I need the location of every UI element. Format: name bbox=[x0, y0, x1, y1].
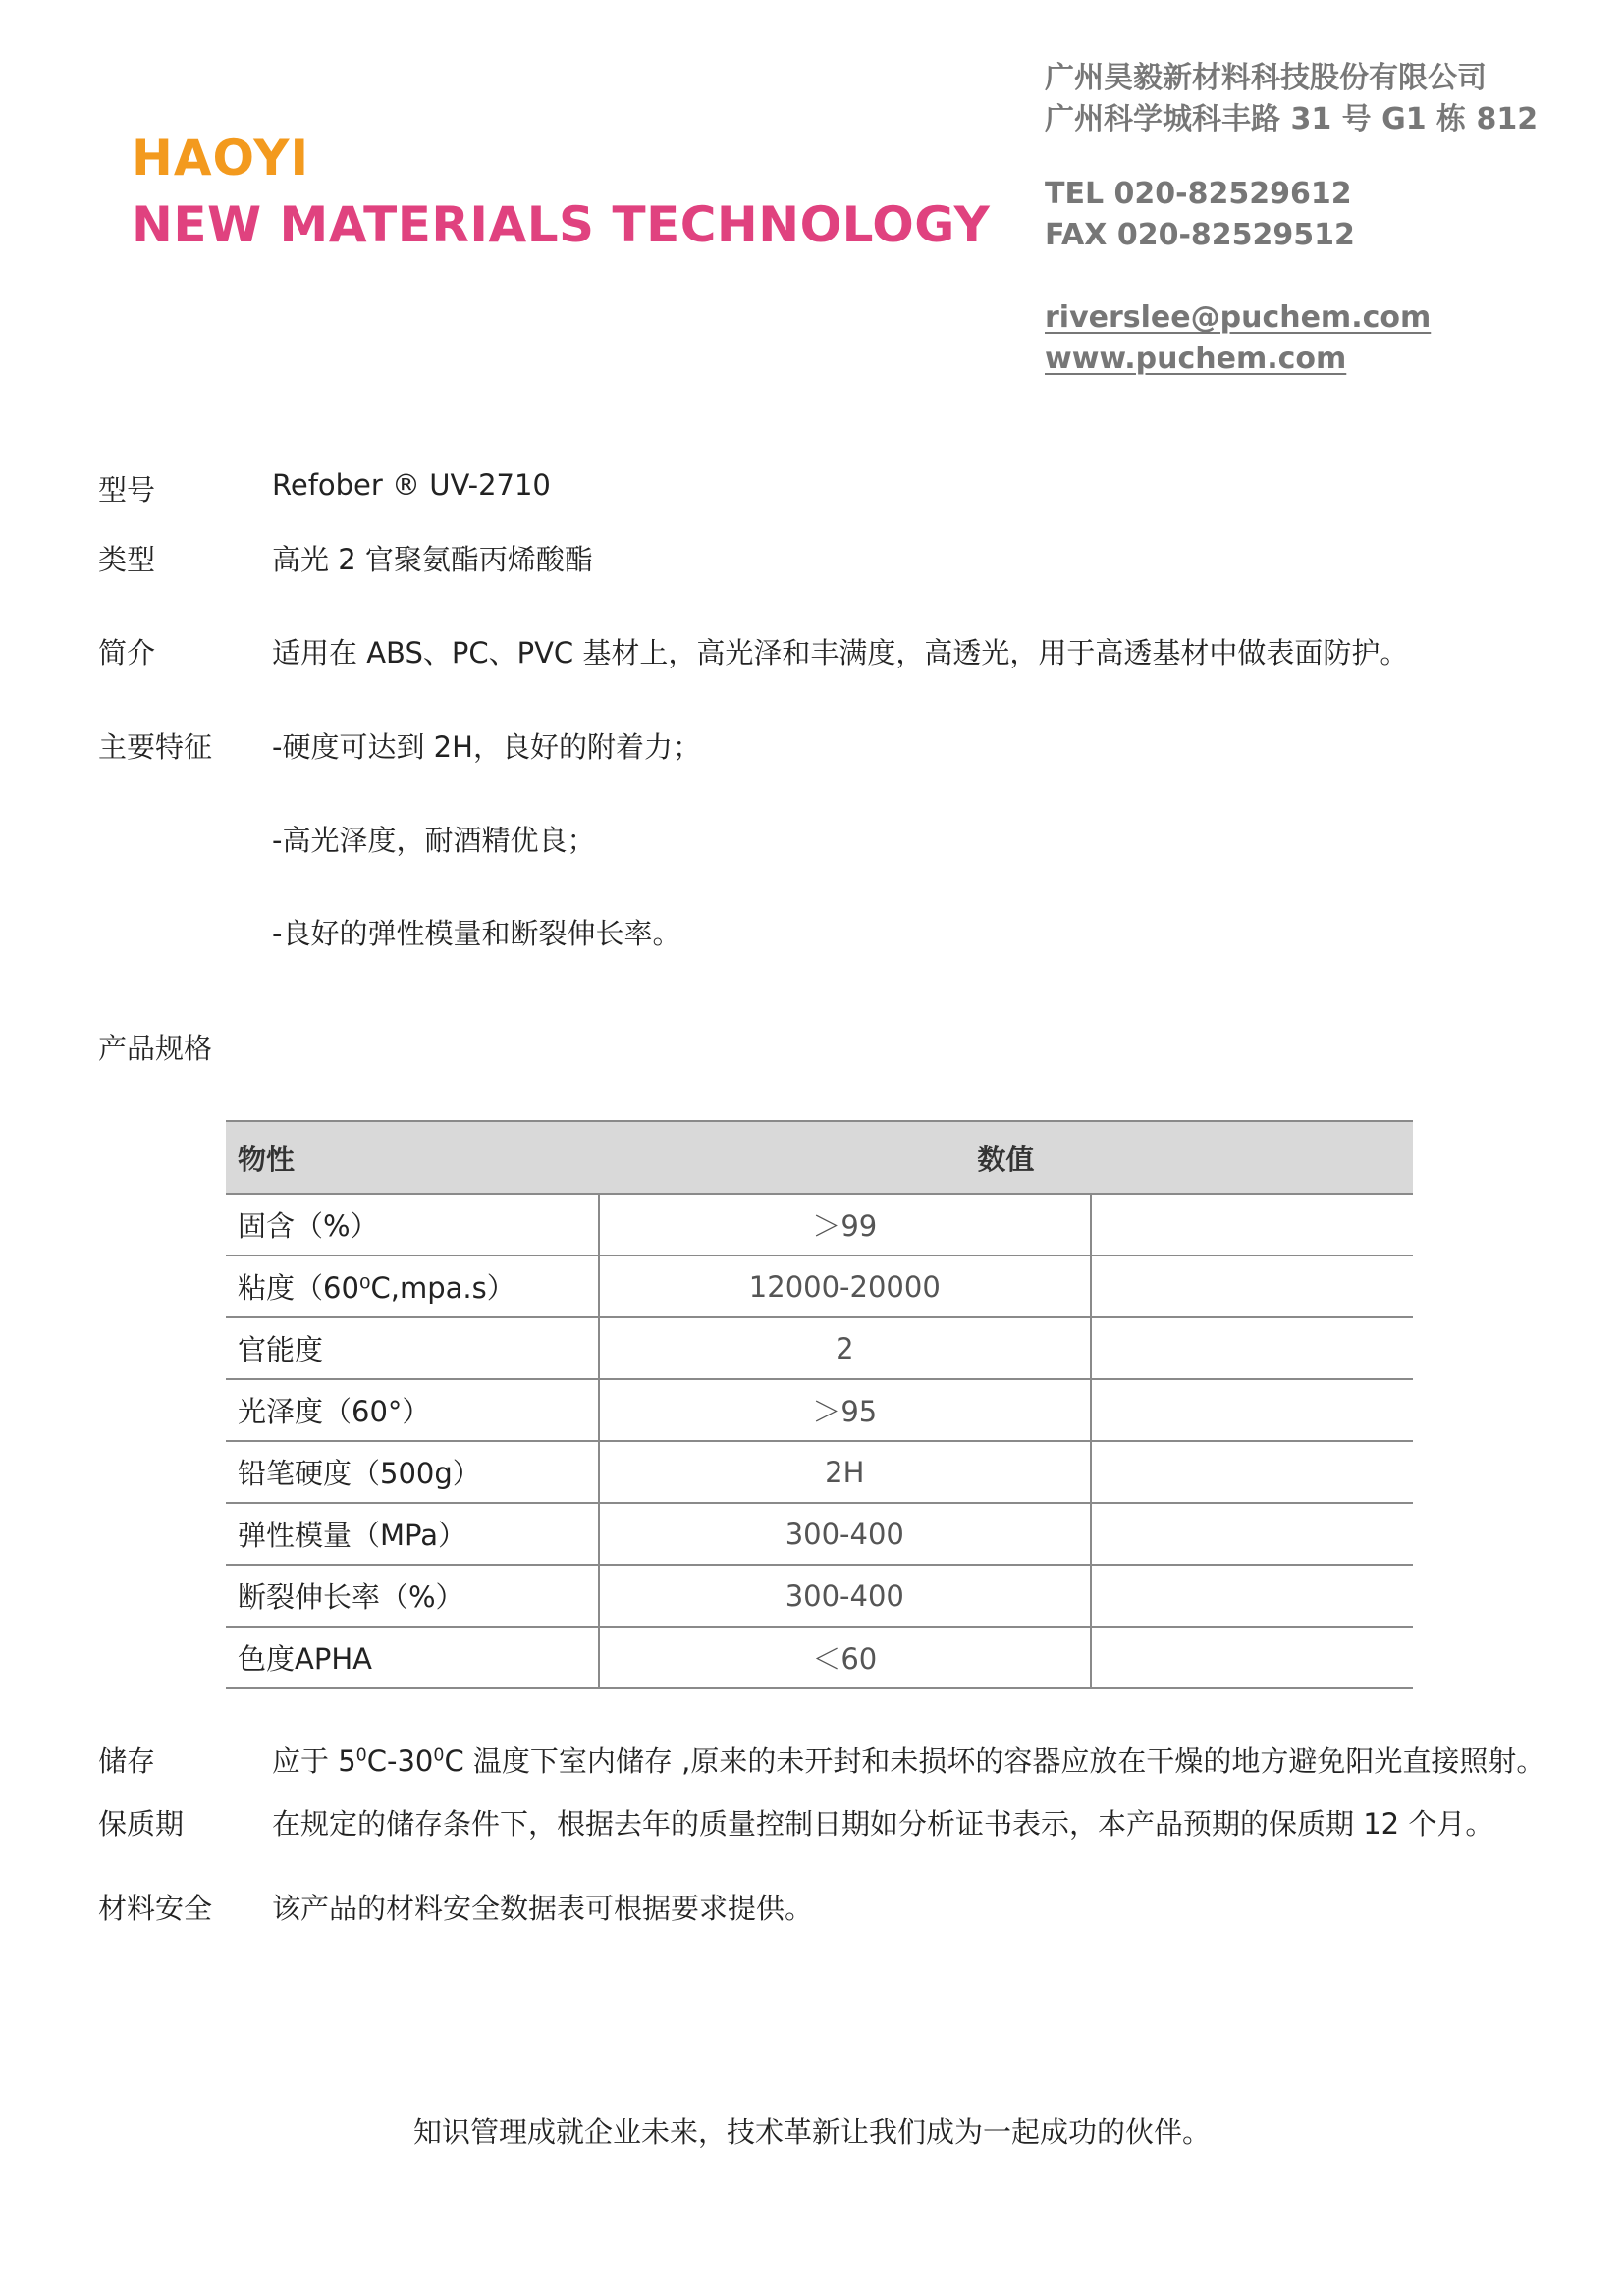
spec-table bbox=[226, 1120, 1413, 1689]
company-fax: FAX 020-82529512 bbox=[1045, 218, 1355, 252]
email-link[interactable]: riverslee@puchem.com bbox=[1045, 300, 1432, 335]
table-row bbox=[226, 1627, 1413, 1688]
feature-item: -良好的弹性模量和断裂伸长率。 bbox=[272, 917, 681, 950]
row-property: 固含（%） bbox=[226, 1194, 599, 1255]
table-row bbox=[226, 1565, 1413, 1627]
row-extra bbox=[1091, 1503, 1413, 1565]
spec-label: 产品规格 bbox=[98, 1032, 213, 1065]
row-value: 12000-20000 bbox=[599, 1255, 1091, 1317]
row-property: 光泽度（60°） bbox=[226, 1379, 599, 1441]
safety-label: 材料安全 bbox=[98, 1892, 213, 1925]
table-row bbox=[226, 1503, 1413, 1565]
company-tel: TEL 020-82529612 bbox=[1045, 177, 1352, 211]
storage-text-b: C-30 bbox=[366, 1744, 434, 1778]
shelf-life-label: 保质期 bbox=[98, 1807, 185, 1841]
company-address: 广州科学城科丰路 31 号 G1 栋 812 bbox=[1045, 102, 1539, 136]
storage-text-c: C 温度下室内储存 ,原来的未开封和未损坏的容器应放在干燥的地方避免阳光直接照射。 bbox=[444, 1744, 1545, 1778]
row-property: 铅笔硬度（500g） bbox=[226, 1441, 599, 1503]
website-link[interactable]: www.puchem.com bbox=[1045, 342, 1347, 376]
row-property: 弹性模量（MPa） bbox=[226, 1503, 599, 1565]
brand-name: HAOYI bbox=[132, 130, 310, 187]
degree-sup: 0 bbox=[433, 1745, 445, 1766]
row-value: 2 bbox=[599, 1317, 1091, 1379]
safety-text: 该产品的材料安全数据表可根据要求提供。 bbox=[272, 1892, 814, 1925]
storage-text-a: 应于 5 bbox=[272, 1744, 356, 1778]
row-extra bbox=[1091, 1255, 1413, 1317]
row-extra bbox=[1091, 1317, 1413, 1379]
row-extra bbox=[1091, 1627, 1413, 1688]
row-property: 粘度（60⁰C,mpa.s） bbox=[226, 1255, 599, 1317]
row-extra bbox=[1091, 1441, 1413, 1503]
intro-label: 简介 bbox=[98, 636, 156, 669]
type-value: 高光 2 官聚氨酯丙烯酸酯 bbox=[272, 543, 593, 576]
header-value: 数值 bbox=[599, 1121, 1413, 1194]
table-row bbox=[226, 1441, 1413, 1503]
table-header-row bbox=[226, 1121, 1413, 1194]
table-row bbox=[226, 1379, 1413, 1441]
storage-label: 储存 bbox=[98, 1744, 156, 1778]
type-label: 类型 bbox=[98, 543, 156, 576]
row-property: 断裂伸长率（%） bbox=[226, 1565, 599, 1627]
row-extra bbox=[1091, 1565, 1413, 1627]
intro-value: 适用在 ABS、PC、PVC 基材上，高光泽和丰满度，高透光，用于高透基材中做表面防护。 bbox=[272, 636, 1409, 669]
table-row bbox=[226, 1317, 1413, 1379]
row-property: 色度APHA bbox=[226, 1627, 599, 1688]
table-row bbox=[226, 1194, 1413, 1255]
degree-sup: 0 bbox=[355, 1745, 367, 1766]
row-property: 官能度 bbox=[226, 1317, 599, 1379]
company-name: 广州昊毅新材料科技股份有限公司 bbox=[1045, 61, 1487, 95]
shelf-life-text: 在规定的储存条件下，根据去年的质量控制日期如分析证书表示，本产品预期的保质期 12 个月。 bbox=[272, 1807, 1494, 1841]
model-label: 型号 bbox=[98, 473, 156, 507]
row-value: 300-400 bbox=[599, 1565, 1091, 1627]
storage-text bbox=[272, 1739, 1544, 1780]
header-property: 物性 bbox=[226, 1121, 599, 1194]
footer-slogan: 知识管理成就企业未来，技术革新让我们成为一起成功的伙伴。 bbox=[412, 2115, 1211, 2149]
features-label: 主要特征 bbox=[98, 730, 213, 764]
table-row bbox=[226, 1255, 1413, 1317]
row-value: 300-400 bbox=[599, 1503, 1091, 1565]
row-value: ＞95 bbox=[599, 1379, 1091, 1441]
brand-tagline: NEW MATERIALS TECHNOLOGY bbox=[132, 196, 991, 253]
model-value: Refober ® UV-2710 bbox=[272, 468, 551, 502]
row-value: ＞99 bbox=[599, 1194, 1091, 1255]
feature-item: -高光泽度，耐酒精优良； bbox=[272, 824, 596, 857]
row-extra bbox=[1091, 1194, 1413, 1255]
row-value: ＜60 bbox=[599, 1627, 1091, 1688]
feature-item: -硬度可达到 2H，良好的附着力； bbox=[272, 730, 701, 764]
row-value: 2H bbox=[599, 1441, 1091, 1503]
row-extra bbox=[1091, 1379, 1413, 1441]
